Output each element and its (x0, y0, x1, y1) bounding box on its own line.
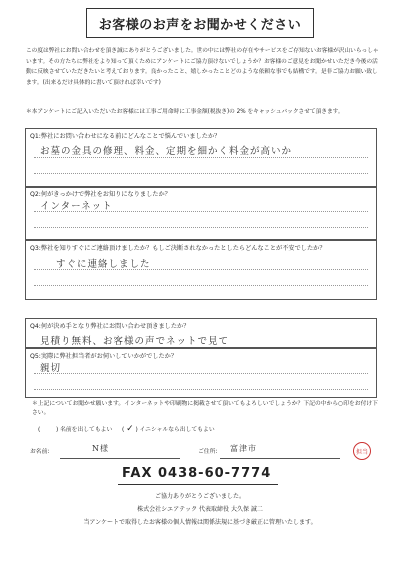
name-value[interactable]: N様 (92, 444, 109, 453)
thanks-text: ご協力ありがとうございました。 (154, 493, 245, 500)
answer-text[interactable]: すぐに連絡しました (56, 259, 151, 270)
answer-text[interactable]: インターネット (40, 201, 113, 212)
answer-text[interactable]: 親切 (40, 363, 62, 374)
option-name[interactable] (38, 424, 112, 433)
question-box-q5 (25, 348, 377, 398)
option-label: 名前を出してもよい (60, 427, 113, 433)
company-text: 株式会社シエアテック 代表取締役 大久保 誠二 (137, 506, 263, 513)
ruled-line (34, 157, 368, 158)
option-label: イニシャルなら出してもよい (139, 427, 215, 433)
ruled-line (34, 173, 368, 174)
address-underline (220, 458, 340, 459)
address-label: ご住所: (198, 449, 218, 455)
answer-text[interactable]: 見積り無料、お客様の声でネットで見て (40, 336, 230, 347)
question-box-q4 (25, 318, 377, 348)
question-label: Q1:弊社にお問い合わせになる前にどんなことで悩んでいましたか？ (30, 133, 221, 140)
staff-stamp: 担当 (353, 442, 371, 460)
close-paren: ) (135, 427, 138, 433)
close-paren: ) (55, 427, 59, 433)
question-label: Q2:何がきっかけで弊社をお知りになりましたか？ (30, 191, 171, 198)
option-initial[interactable] (122, 424, 215, 434)
check-mark-icon: ✓ (126, 424, 134, 434)
open-paren: ( (38, 427, 41, 433)
fax-number: FAX 0438-60-7774 (122, 466, 272, 481)
fax-underline (118, 484, 278, 485)
consent-question: ＊上記についてお聞かせ願います。インターネットや印刷物に掲載させて頂いてもよろしいでしょうか？下記の中から○印をお付け下さい。 (32, 401, 378, 416)
address-value[interactable]: 富津市 (230, 444, 257, 453)
question-label: Q5:実際に弊社担当者がお伺いしていかがでしたか？ (30, 353, 178, 360)
question-label: Q3:弊社を知りすぐにご連絡頂けましたか？もしご決断されなかったとしたらどんなことが不安でしたか？ (30, 245, 326, 252)
question-box-q2 (25, 186, 377, 240)
ruled-line (34, 227, 368, 228)
ruled-line (34, 389, 368, 390)
answer-text[interactable]: お墓の金具の修理、料金、定期を細かく料金が高いか (40, 146, 293, 157)
page-title: お客様のお声をお聞かせください (86, 8, 314, 38)
question-label: Q4:何が決め手となり弊社にお問い合わせ頂きましたか？ (30, 323, 190, 330)
privacy-text: 当アンケートで取得したお客様の個人情報は関係法規に基づき厳正に管理いたします。 (83, 519, 317, 526)
ruled-line (34, 373, 368, 374)
cashback-note: ＊本アンケートにご記入いただいたお客様には工事ご用命時に工事金額(税抜き)の 2% をキャッシュバックさせて頂きます。 (26, 109, 344, 115)
name-underline (60, 458, 180, 459)
intro-text: この度は弊社にお問い合わせを頂き誠にありがとうございました。世の中には弊社の存在やサービスをご存知ないお客様が沢山いらっしゃいます。その方たちに弊社をより知って頂くためにアンケートにご協力頂けないでしょうか？お客様のご意見をお聞かせいただき今後の活動に反映させていただきたいと考えております。良かったこと、嬉しかったことどのような依頼な事でも結構です。是非ご協力お願い致します。(出来るだけ具体的に書いて頂ければ幸いです) (26, 48, 379, 86)
question-box-q3 (25, 240, 377, 300)
name-label: お名前: (30, 449, 50, 455)
ruled-line (34, 285, 368, 286)
open-paren: ( (122, 427, 125, 433)
question-box-q1 (25, 128, 377, 188)
